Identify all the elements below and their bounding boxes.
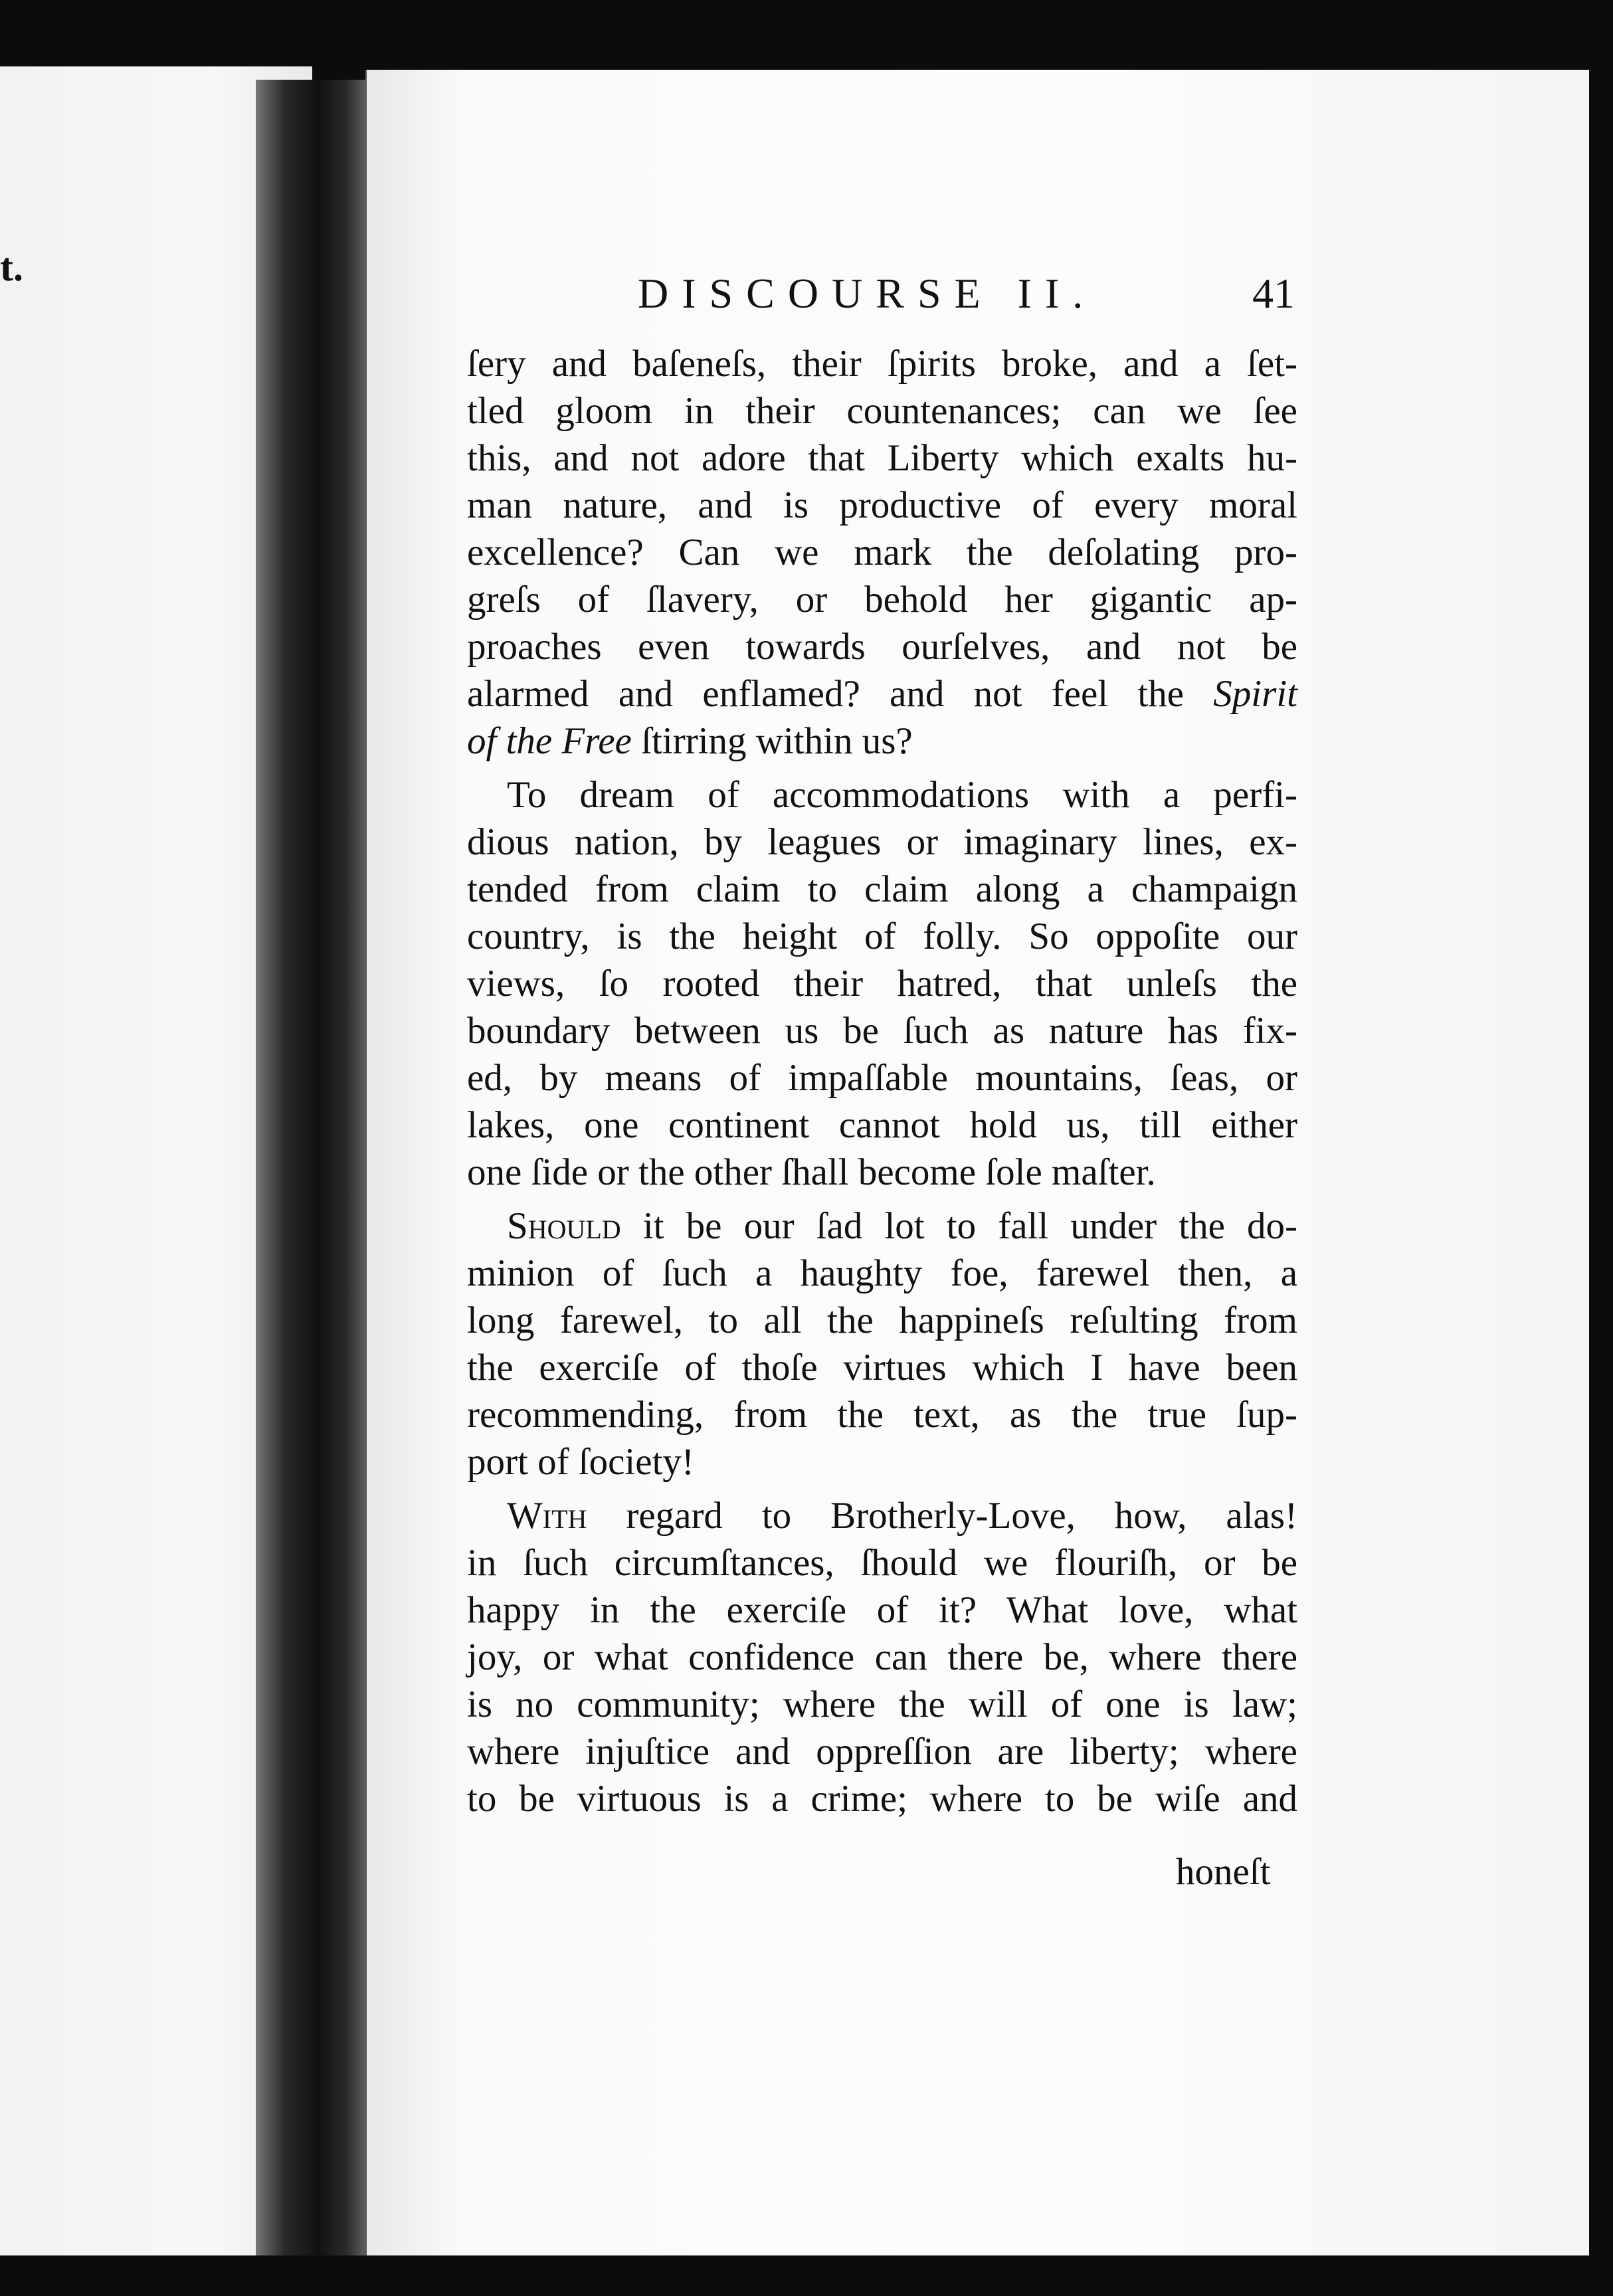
text-line: tled gloom in their countenances; can we ſee: [467, 390, 1297, 432]
text-line: dious nation, by leagues or imaginary lines, ex-: [467, 821, 1297, 863]
catchword: honeſt: [1176, 1851, 1271, 1893]
paragraph-gap: [467, 765, 1297, 771]
text-line: is no community; where the will of one is law;: [467, 1683, 1297, 1725]
text-line: [467, 1492, 1297, 1539]
text-line: excellence? Can we mark the deſolating pro-: [467, 531, 1297, 573]
scan-bottom-edge: [0, 2255, 1613, 2296]
text-segment: alarmed and enflamed? and not feel the: [467, 673, 1185, 715]
small-caps-lead: With: [507, 1495, 587, 1537]
page-number: 41: [1252, 270, 1295, 317]
text-line: happy in the exerciſe of it? What love, what: [467, 1589, 1297, 1631]
paragraph-gap: [467, 1196, 1297, 1202]
paragraph-gap: [467, 1485, 1297, 1492]
text-line: views, ſo rooted their hatred, that unleſs the: [467, 963, 1297, 1004]
text-line: to be virtuous is a crime; where to be wiſe and: [467, 1778, 1297, 1820]
text-line: proaches even towards ourſelves, and not be: [467, 626, 1297, 668]
text-line: this, and not adore that Liberty which exalts hu-: [467, 437, 1297, 479]
text-line: the exerciſe of thoſe virtues which I have been: [467, 1347, 1297, 1388]
text-line: country, is the height of folly. So oppoſite our: [467, 915, 1297, 957]
text-line: where injuſtice and oppreſſion are liberty; where: [467, 1731, 1297, 1772]
italic-phrase: Spirit: [1213, 673, 1297, 715]
text-line: recommending, from the text, as the true ſup-: [467, 1394, 1297, 1436]
text-line: [467, 1202, 1297, 1250]
text-segment: regard to Brotherly-Love, how, alas!: [587, 1495, 1297, 1537]
text-line: [467, 718, 1297, 765]
text-line: [467, 670, 1297, 718]
text-line: ed, by means of impaſſable mountains, ſeas, or: [467, 1057, 1297, 1099]
left-page-mark: t.: [0, 245, 23, 289]
text-segment: it be our ſad lot to fall under the do-: [620, 1205, 1297, 1247]
text-segment: ſtirring within us?: [631, 720, 913, 762]
text-line: To dream of accommodations with a perfi-: [507, 774, 1297, 816]
text-line: greſs of ſlavery, or behold her gigantic ap-: [467, 579, 1297, 621]
text-line: one ſide or the other ſhall become ſole maſter.: [467, 1151, 1156, 1193]
italic-phrase: of the Free: [467, 720, 632, 762]
text-line: man nature, and is productive of every moral: [467, 484, 1297, 526]
small-caps-lead: Should: [507, 1205, 621, 1247]
body-text: [467, 340, 1297, 1822]
text-line: boundary between us be ſuch as nature has fix-: [467, 1010, 1297, 1052]
text-line: long farewel, to all the happineſs reſulting from: [467, 1299, 1297, 1341]
text-line: lakes, one continent cannot hold us, till either: [467, 1104, 1297, 1146]
text-line: joy, or what confidence can there be, where there: [467, 1636, 1297, 1678]
book-gutter: [256, 80, 369, 2279]
text-line: tended from claim to claim along a champaign: [467, 868, 1297, 910]
text-line: minion of ſuch a haughty foe, farewel then, a: [467, 1252, 1297, 1294]
text-line: in ſuch circumſtances, ſhould we flouriſh, or be: [467, 1542, 1297, 1584]
running-head: DISCOURSE II.: [638, 270, 1097, 317]
text-line: port of ſociety!: [467, 1441, 694, 1483]
text-line: ſery and baſeneſs, their ſpirits broke, and a ſet-: [467, 343, 1297, 385]
